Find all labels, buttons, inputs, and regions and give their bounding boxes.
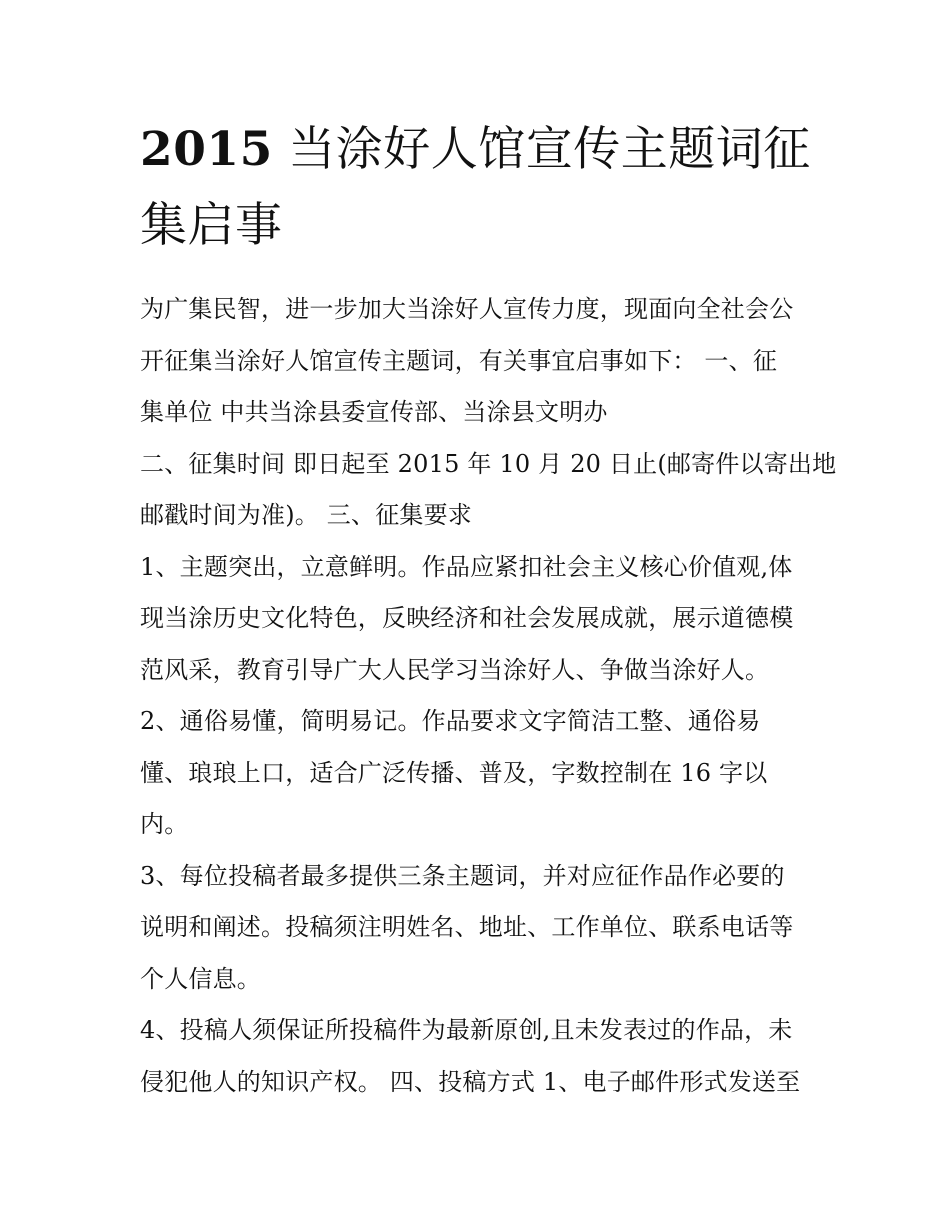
body-line: 4、投稿人须保证所投稿件为最新原创,且未发表过的作品，未 (140, 1016, 793, 1044)
title-line1-text: 当涂好人馆宣传主题词征 (272, 122, 811, 177)
body-line: 开征集当涂好人馆宣传主题词，有关事宜启事如下： 一、征 (140, 346, 778, 375)
body-line: 集单位 中共当涂县委宣传部、当涂县文明办 (140, 398, 608, 426)
document-body (140, 284, 837, 1108)
body-line: 现当涂历史文化特色，反映经济和社会发展成就，展示道德模 (140, 604, 794, 632)
document-page (140, 112, 837, 1108)
body-line: 说明和阐述。投稿须注明姓名、地址、工作单位、联系电话等 (140, 913, 794, 941)
document-title (140, 112, 820, 264)
body-line: 邮戳时间为准)。 三、征集要求 (140, 501, 472, 529)
body-line: 懂、琅琅上口，适合广泛传播、普及，字数控制在 16 字以 (140, 758, 768, 787)
body-line: 个人信息。 (140, 964, 261, 993)
body-line: 侵犯他人的知识产权。 四、投稿方式 1、电子邮件形式发送至 (140, 1067, 801, 1096)
body-line: 内。 (140, 810, 189, 838)
title-line2-text: 集启事 (140, 198, 283, 253)
body-line: 1、主题突出，立意鲜明。作品应紧扣社会主义核心价值观,体 (140, 552, 793, 581)
body-line: 为广集民智，进一步加大当涂好人宣传力度，现面向全社会公 (140, 295, 794, 323)
body-line: 2、通俗易懂，简明易记。作品要求文字简洁工整、通俗易 (140, 707, 761, 735)
body-line: 二、征集时间 即日起至 2015 年 10 月 20 日止(邮寄件以寄出地 (140, 449, 837, 478)
title-year: 2015 (140, 122, 273, 177)
body-line: 3、每位投稿者最多提供三条主题词，并对应征作品作必要的 (140, 861, 785, 890)
body-line: 范风采，教育引导广大人民学习当涂好人、争做当涂好人。 (140, 655, 770, 684)
